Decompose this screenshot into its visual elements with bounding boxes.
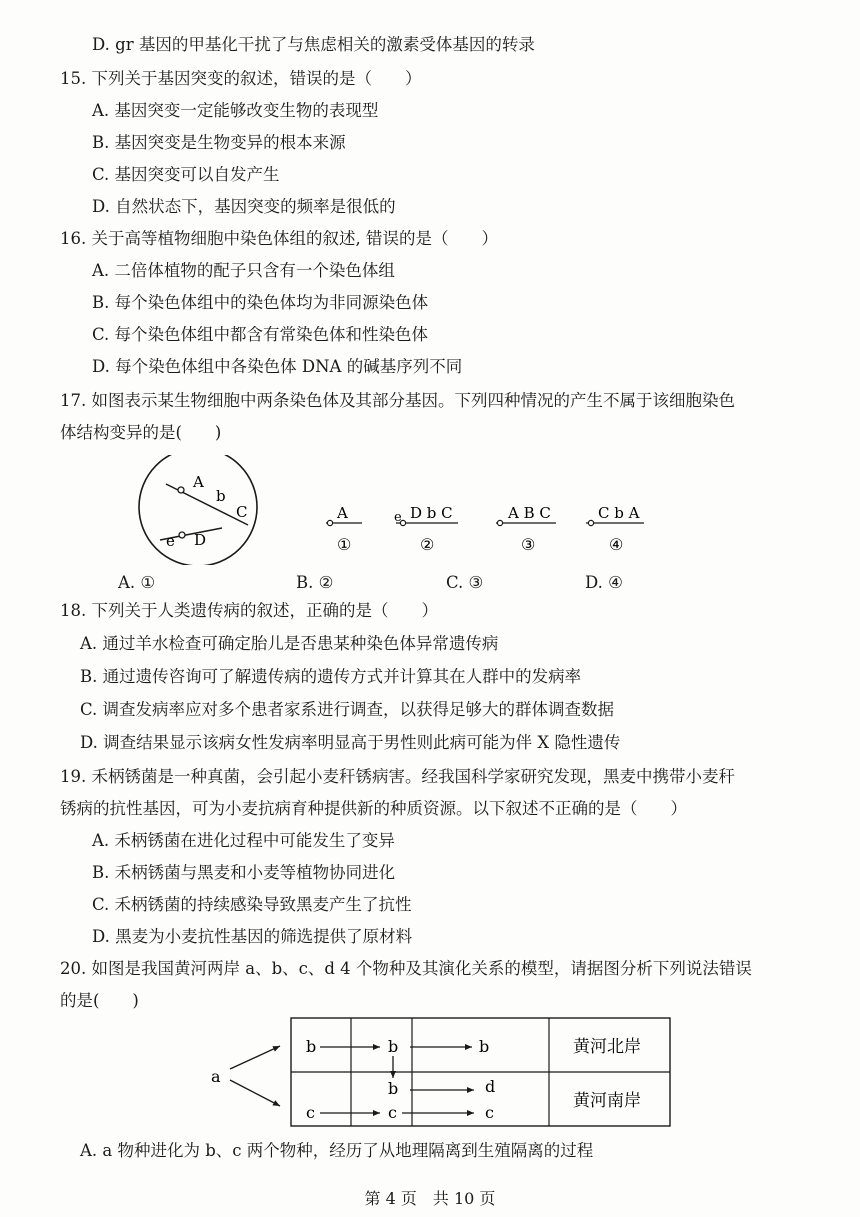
q15-stem: 15. 下列关于基因突变的叙述，错误的是（ ） xyxy=(60,69,422,88)
variant-2-left: e xyxy=(394,510,402,525)
variant-1-genes: A xyxy=(337,504,348,522)
variant-3-genes: A B C xyxy=(508,504,551,522)
q14-option-d: D. gr 基因的甲基化干扰了与焦虑相关的激素受体基因的转录 xyxy=(92,35,535,54)
q19-option-d: D. 黑麦为小麦抗性基因的筛选提供了原材料 xyxy=(92,927,413,946)
q20-stem-line1: 20. 如图是我国黄河两岸 a、b、c、d 4 个物种及其演化关系的模型，请据图分析下列说法错误 xyxy=(60,959,752,978)
north-b-3: b xyxy=(479,1037,490,1056)
page-footer: 第 4 页 共 10 页 xyxy=(364,1189,496,1208)
south-c-2: c xyxy=(388,1103,397,1122)
q19-stem-line1: 19. 禾柄锈菌是一种真菌，会引起小麦秆锈病害。经我国科学家研究发现，黑麦中携带小麦秆 xyxy=(60,767,735,786)
q15-option-a: A. 基因突变一定能够改变生物的表现型 xyxy=(92,101,379,120)
north-b-2: b xyxy=(388,1037,399,1056)
q18-option-a: A. 通过羊水检查可确定胎儿是否患某种染色体异常遗传病 xyxy=(80,634,499,653)
q17-stem-line2: 体结构变异的是( ) xyxy=(60,423,222,442)
variant-4 xyxy=(586,504,644,554)
q17-figure xyxy=(0,455,860,565)
variant-4-number: ④ xyxy=(609,535,624,554)
variant-2 xyxy=(394,504,458,554)
q20-option-a: A. a 物种进化为 b、c 两个物种，经历了从地理隔离到生殖隔离的过程 xyxy=(80,1141,594,1160)
variant-3 xyxy=(496,504,556,554)
q20-stem-line2: 的是( ) xyxy=(60,991,139,1010)
variant-1-number: ① xyxy=(337,535,352,554)
q16-option-c: C. 每个染色体组中都含有常染色体和性染色体 xyxy=(92,325,429,344)
gene-label-D: D xyxy=(194,531,207,549)
centromere-2 xyxy=(179,532,185,538)
q15-option-c: C. 基因突变可以自发产生 xyxy=(92,165,280,184)
variant-4-genes: C b A xyxy=(598,504,640,522)
q17-stem-line1: 17. 如图表示某生物细胞中两条染色体及其部分基因。下列四种情况的产生不属于该细胞染色 xyxy=(60,391,735,410)
q17-option-d: D. ④ xyxy=(585,573,623,592)
species-a: a xyxy=(211,1067,221,1086)
q16-option-b: B. 每个染色体组中的染色体均为非同源染色体 xyxy=(92,293,429,312)
arrow-a-to-c xyxy=(230,1080,280,1106)
gene-label-b: b xyxy=(216,487,226,505)
north-bank-label: 黄河北岸 xyxy=(573,1037,641,1057)
south-d: d xyxy=(485,1077,496,1096)
q20-figure xyxy=(0,1012,860,1132)
gene-label-C: C xyxy=(236,503,248,521)
q17-option-b: B. ② xyxy=(296,573,334,592)
q16-stem: 16. 关于高等植物细胞中染色体组的叙述, 错误的是（ ） xyxy=(60,229,498,248)
q17-option-c: C. ③ xyxy=(446,573,484,592)
q19-stem-line2: 锈病的抗性基因，可为小麦抗病育种提供新的种质资源。以下叙述不正确的是（ ） xyxy=(60,799,687,818)
q16-option-d: D. 每个染色体组中各染色体 DNA 的碱基序列不同 xyxy=(92,357,463,376)
south-c-3: c xyxy=(485,1103,494,1122)
gene-label-A: A xyxy=(193,473,204,491)
q15-option-d: D. 自然状态下，基因突变的频率是很低的 xyxy=(92,197,396,216)
arrow-a-to-b xyxy=(230,1046,280,1069)
variant-1 xyxy=(326,504,362,554)
q18-option-b: B. 通过遗传咨询可了解遗传病的遗传方式并计算其在人群中的发病率 xyxy=(80,667,582,686)
q18-option-d: D. 调查结果显示该病女性发病率明显高于男性则此病可能为伴 X 隐性遗传 xyxy=(80,733,621,752)
q15-option-b: B. 基因突变是生物变异的根本来源 xyxy=(92,133,346,152)
south-bank-label: 黄河南岸 xyxy=(573,1091,641,1111)
q19-option-c: C. 禾柄锈菌的持续感染导致黑麦产生了抗性 xyxy=(92,895,412,914)
centromere-1 xyxy=(178,487,184,493)
q19-option-a: A. 禾柄锈菌在进化过程中可能发生了变异 xyxy=(92,831,395,850)
south-c-1: c xyxy=(306,1103,315,1122)
q17-option-a: A. ① xyxy=(118,573,156,592)
variant-3-number: ③ xyxy=(521,535,536,554)
q19-option-b: B. 禾柄锈菌与黑麦和小麦等植物协同进化 xyxy=(92,863,396,882)
q18-stem: 18. 下列关于人类遗传病的叙述，正确的是（ ） xyxy=(60,601,438,620)
q16-option-a: A. 二倍体植物的配子只含有一个染色体组 xyxy=(92,261,395,280)
variant-2-genes: D b C xyxy=(410,504,453,522)
gene-label-e: e xyxy=(166,532,175,550)
north-b-1: b xyxy=(306,1037,317,1056)
south-b: b xyxy=(388,1079,399,1098)
variant-2-number: ② xyxy=(420,535,435,554)
q18-option-c: C. 调查发病率应对多个患者家系进行调查，以获得足够大的群体调查数据 xyxy=(80,700,615,719)
